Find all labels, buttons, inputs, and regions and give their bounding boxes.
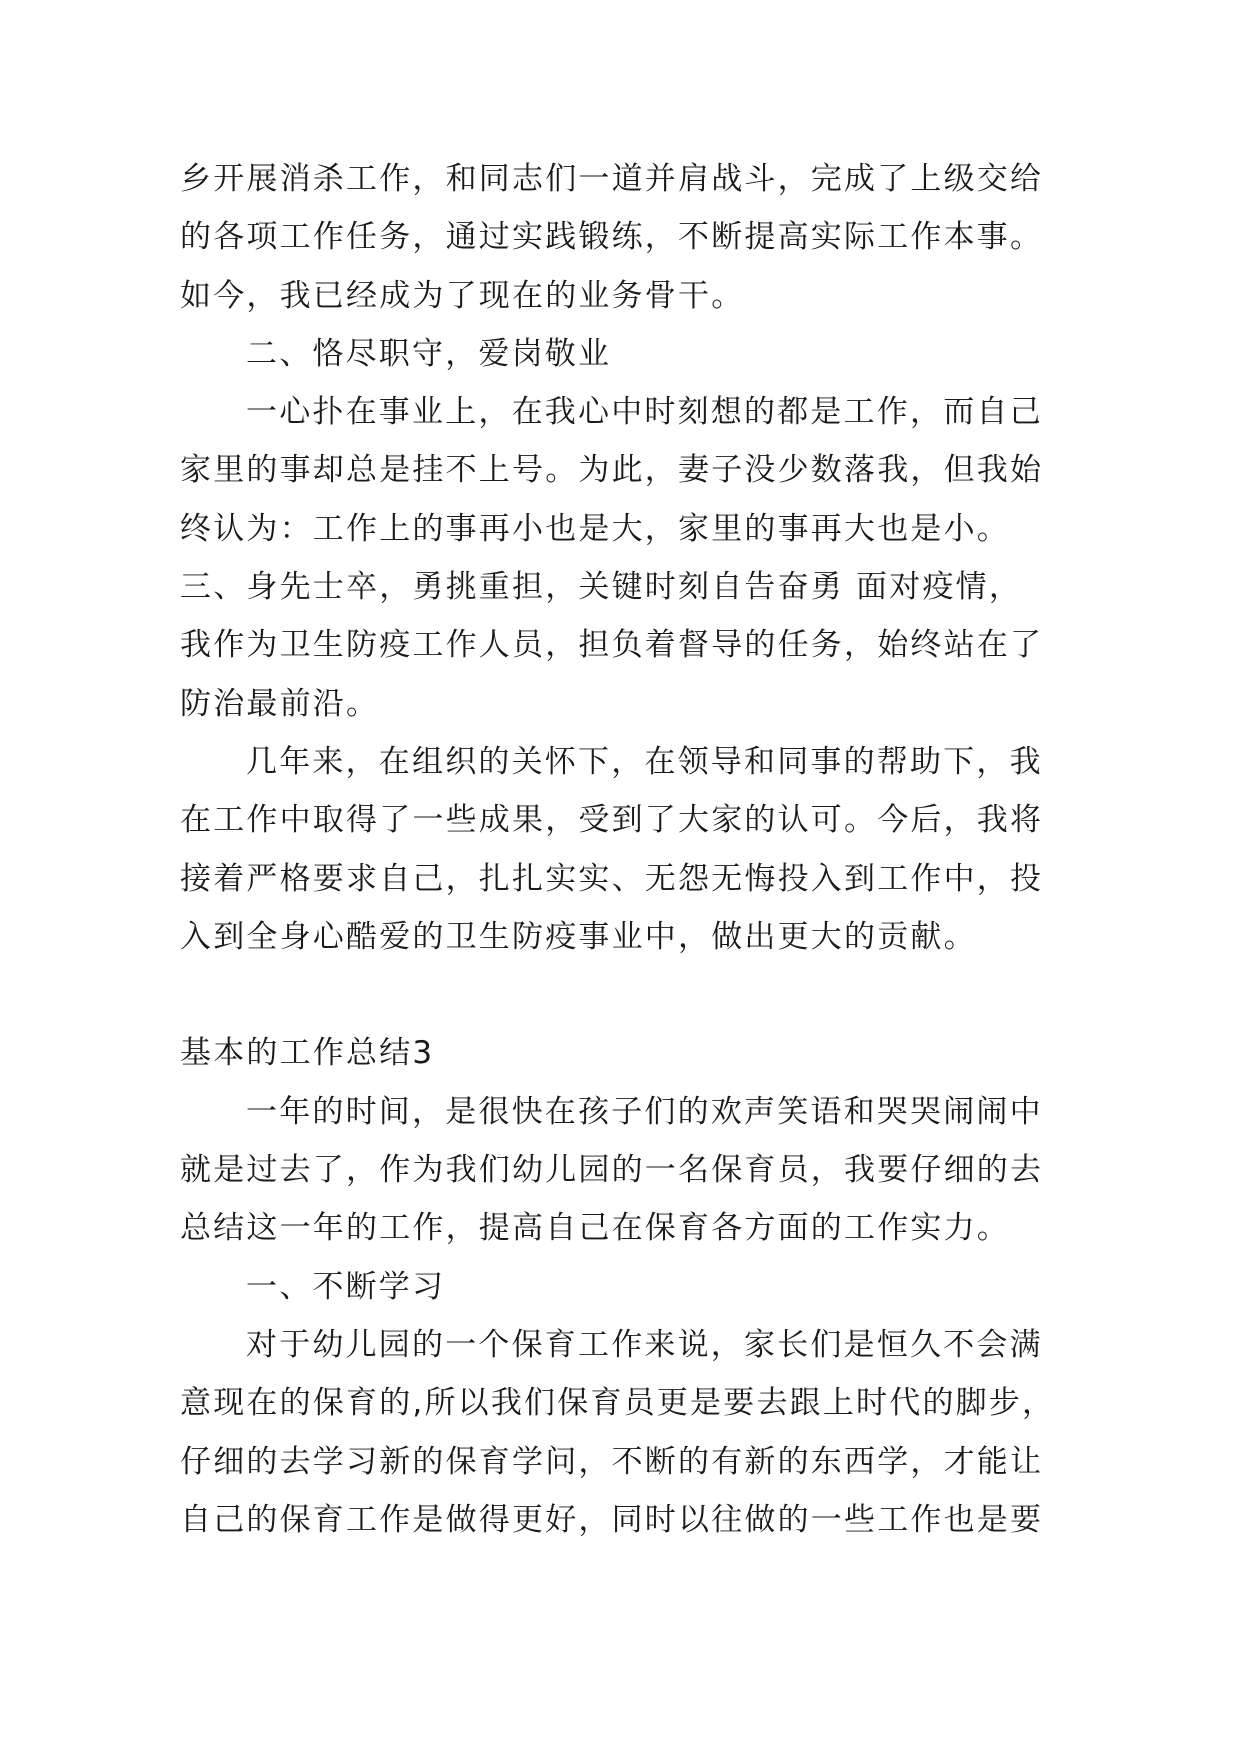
text-line: 意现在的保育的,所以我们保育员更是要去跟上时代的脚步， — [180, 1385, 1056, 1422]
text-line: 三、身先士卒，勇挑重担，关键时刻自告奋勇 面对疫情， — [180, 569, 1023, 606]
text-line: 自己的保育工作是做得更好，同时以往做的一些工作也是要 — [180, 1501, 1044, 1538]
text-line: 终认为：工作上的事再小也是大，家里的事再大也是小。 — [180, 510, 1010, 547]
text-line: 接着严格要求自己，扎扎实实、无怨无悔投入到工作中，投 — [180, 860, 1044, 897]
text-line: 如今，我已经成为了现在的业务骨干。 — [180, 277, 745, 314]
text-line: 乡开展消杀工作，和同志们一道并肩战斗，完成了上级交给 — [180, 161, 1044, 197]
text-line: 对于幼儿园的一个保育工作来说，家长们是恒久不会满 — [246, 1326, 1043, 1363]
text-line: 我作为卫生防疫工作人员，担负着督导的任务，始终站在了 — [180, 627, 1044, 664]
text-line: 就是过去了，作为我们幼儿园的一名保育员，我要仔细的去 — [180, 1152, 1044, 1189]
text-line: 仔细的去学习新的保育学问，不断的有新的东西学，才能让 — [180, 1443, 1044, 1480]
text-line: 总结这一年的工作，提高自己在保育各方面的工作实力。 — [180, 1210, 1010, 1247]
text-line: 家里的事却总是挂不上号。为此，妻子没少数落我，但我始 — [180, 452, 1044, 489]
text-line: 一年的时间，是很快在孩子们的欢声笑语和哭哭闹闹中 — [246, 1093, 1043, 1130]
subsection-heading: 一、不断学习 — [246, 1268, 446, 1305]
section-heading: 基本的工作总结3 — [180, 1035, 435, 1072]
text-line: 几年来，在组织的关怀下，在领导和同事的帮助下，我 — [246, 743, 1043, 780]
text-line: 的各项工作任务，通过实践锻练，不断提高实际工作本事。 — [180, 219, 1044, 256]
subsection-heading: 二、恪尽职守，爱岗敬业 — [246, 335, 612, 372]
text-line: 一心扑在事业上，在我心中时刻想的都是工作，而自己 — [246, 394, 1043, 431]
text-line: 防治最前沿。 — [180, 685, 380, 722]
text-line: 入到全身心酷爱的卫生防疫事业中，做出更大的贡献。 — [180, 918, 977, 955]
text-line: 在工作中取得了一些成果，受到了大家的认可。今后，我将 — [180, 802, 1044, 839]
blank-line — [180, 966, 1186, 1024]
